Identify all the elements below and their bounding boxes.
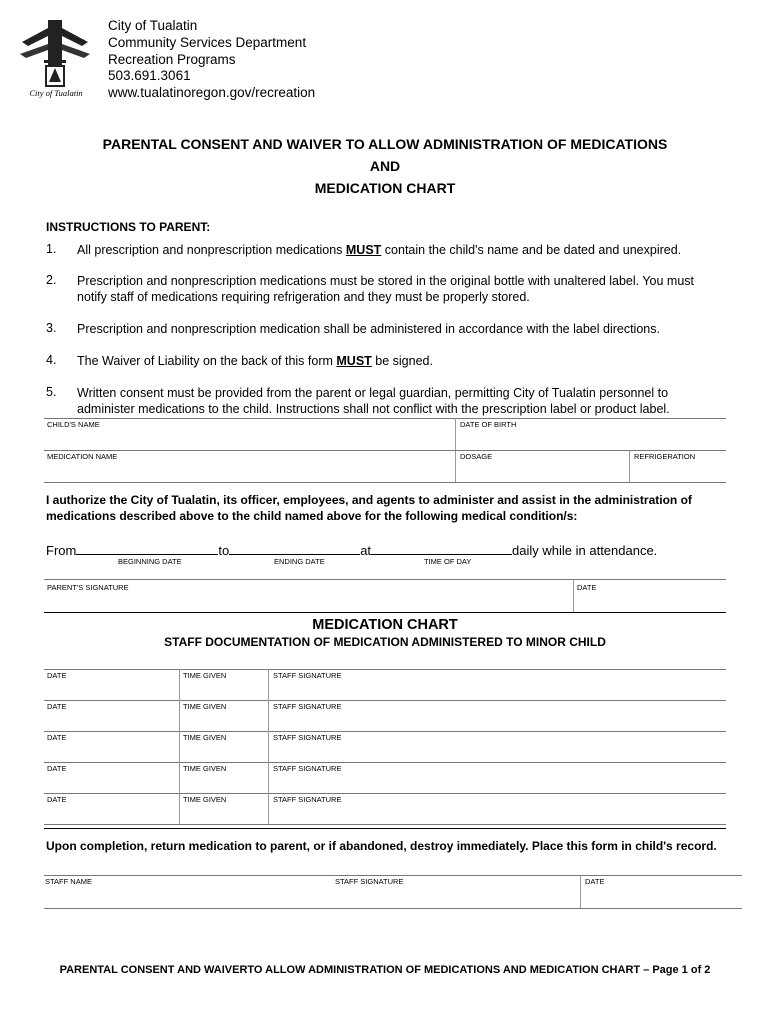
chart-date-label: DATE bbox=[47, 795, 67, 804]
divider bbox=[44, 612, 726, 613]
refrigeration-label: REFRIGERATION bbox=[634, 452, 696, 461]
staff-date-label: DATE bbox=[585, 877, 605, 886]
authorization-statement: I authorize the City of Tualatin, its officer, employees, and agents to administer and assist in the administration of medications described above to the child named above for the following medical condition/s: bbox=[46, 493, 692, 523]
time-of-day-label: TIME OF DAY bbox=[424, 557, 472, 566]
divider bbox=[179, 793, 180, 824]
instruction-4: The Waiver of Liability on the back of this form MUST be signed. bbox=[77, 354, 433, 368]
to-label: to bbox=[218, 543, 230, 558]
date-of-birth-field[interactable] bbox=[457, 430, 725, 450]
staff-name-label: STAFF NAME bbox=[45, 877, 92, 886]
divider bbox=[268, 700, 269, 731]
instruction-number: 5. bbox=[46, 385, 57, 399]
city-logo-icon bbox=[18, 20, 92, 90]
chart-time-given-label: TIME GIVEN bbox=[183, 764, 227, 773]
org-name: City of Tualatin bbox=[108, 18, 198, 33]
divider bbox=[44, 793, 726, 794]
chart-staff-signature-field[interactable] bbox=[270, 680, 725, 699]
divider bbox=[179, 669, 180, 700]
chart-date-field[interactable] bbox=[44, 711, 178, 730]
chart-subtitle: STAFF DOCUMENTATION OF MEDICATION ADMINISTERED TO MINOR CHILD bbox=[164, 635, 606, 649]
beginning-date-label: BEGINNING DATE bbox=[118, 557, 182, 566]
form-title-line1: PARENTAL CONSENT AND WAIVER TO ALLOW ADMINISTRATION OF MEDICATIONS bbox=[102, 136, 668, 152]
logo-caption: City of Tualatin bbox=[29, 88, 83, 98]
chart-staff-signature-field[interactable] bbox=[270, 742, 725, 761]
instruction-number: 2. bbox=[46, 273, 57, 287]
instruction-number: 3. bbox=[46, 321, 57, 335]
divider bbox=[580, 875, 581, 908]
chart-time-given-label: TIME GIVEN bbox=[183, 795, 227, 804]
chart-date-field[interactable] bbox=[44, 680, 178, 699]
divider bbox=[44, 418, 726, 419]
divider bbox=[629, 450, 630, 482]
instruction-5: Written consent must be provided from the parent or legal guardian, permitting City of Tualatin personnel to administer medications to the child. Instructions shall not conflict with the prescription label or product label. bbox=[77, 386, 670, 416]
form-title-line3: MEDICATION CHART bbox=[314, 180, 456, 196]
chart-staff-signature-label: STAFF SIGNATURE bbox=[273, 733, 342, 742]
completion-instruction: Upon completion, return medication to parent, or if abandoned, destroy immediately. Place this form in child's record. bbox=[46, 839, 717, 853]
chart-time-given-label: TIME GIVEN bbox=[183, 671, 227, 680]
ending-date-label: ENDING DATE bbox=[274, 557, 325, 566]
parents-signature-label: PARENT'S SIGNATURE bbox=[47, 583, 129, 592]
chart-title: MEDICATION CHART bbox=[312, 617, 458, 633]
divider bbox=[44, 482, 726, 483]
chart-staff-signature-field[interactable] bbox=[270, 804, 725, 823]
divider bbox=[44, 875, 742, 876]
chart-time-given-field[interactable] bbox=[181, 680, 267, 699]
divider bbox=[179, 731, 180, 762]
schedule-row bbox=[46, 542, 657, 558]
parent-date-field[interactable] bbox=[575, 592, 725, 612]
divider bbox=[179, 700, 180, 731]
divider bbox=[44, 828, 726, 829]
ending-date-field[interactable] bbox=[229, 542, 360, 555]
org-department: Community Services Department bbox=[108, 35, 307, 50]
divider bbox=[44, 669, 726, 670]
chart-time-given-label: TIME GIVEN bbox=[183, 733, 227, 742]
staff-date-field[interactable] bbox=[582, 887, 742, 907]
chart-date-label: DATE bbox=[47, 733, 67, 742]
chart-time-given-field[interactable] bbox=[181, 804, 267, 823]
chart-date-label: DATE bbox=[47, 671, 67, 680]
staff-signature-field[interactable] bbox=[334, 887, 578, 907]
divider bbox=[44, 908, 742, 909]
divider bbox=[268, 669, 269, 700]
from-label: From bbox=[46, 543, 77, 558]
instruction-number: 1. bbox=[46, 242, 57, 256]
chart-date-label: DATE bbox=[47, 702, 67, 711]
staff-signature-label: STAFF SIGNATURE bbox=[335, 877, 404, 886]
childs-name-field[interactable] bbox=[44, 430, 454, 450]
chart-staff-signature-field[interactable] bbox=[270, 773, 725, 792]
staff-name-field[interactable] bbox=[44, 887, 332, 907]
chart-staff-signature-label: STAFF SIGNATURE bbox=[273, 671, 342, 680]
daily-label: daily while in attendance. bbox=[512, 543, 658, 558]
form-title-line2: AND bbox=[369, 158, 401, 174]
chart-staff-signature-field[interactable] bbox=[270, 711, 725, 730]
instruction-2: Prescription and nonprescription medications must be stored in the original bottle with unaltered label. You must notify staff of medications requiring refrigeration and they must be properly stored. bbox=[77, 274, 695, 304]
chart-date-field[interactable] bbox=[44, 804, 178, 823]
divider bbox=[44, 762, 726, 763]
at-label: at bbox=[360, 543, 372, 558]
parent-date-label: DATE bbox=[577, 583, 597, 592]
divider bbox=[44, 731, 726, 732]
divider bbox=[179, 762, 180, 793]
time-of-day-field[interactable] bbox=[371, 542, 512, 555]
org-website[interactable]: www.tualatinoregon.gov/recreation bbox=[108, 85, 316, 100]
divider bbox=[44, 700, 726, 701]
chart-date-field[interactable] bbox=[44, 742, 178, 761]
chart-time-given-field[interactable] bbox=[181, 742, 267, 761]
divider bbox=[268, 731, 269, 762]
instruction-3: Prescription and nonprescription medication shall be administered in accordance with the label directions. bbox=[77, 322, 660, 336]
parents-signature-field[interactable] bbox=[44, 592, 572, 612]
chart-date-label: DATE bbox=[47, 764, 67, 773]
divider bbox=[44, 824, 726, 825]
date-of-birth-label: DATE OF BIRTH bbox=[460, 420, 517, 429]
divider bbox=[268, 762, 269, 793]
dosage-label: DOSAGE bbox=[460, 452, 493, 461]
divider bbox=[268, 793, 269, 824]
org-phone: 503.691.3061 bbox=[108, 68, 191, 83]
divider bbox=[44, 450, 726, 451]
chart-date-field[interactable] bbox=[44, 773, 178, 792]
childs-name-label: CHILD'S NAME bbox=[47, 420, 100, 429]
beginning-date-field[interactable] bbox=[76, 542, 218, 555]
chart-staff-signature-label: STAFF SIGNATURE bbox=[273, 795, 342, 804]
divider bbox=[573, 579, 574, 612]
instruction-1: All prescription and nonprescription medications MUST contain the child's name and be dated and unexpired. bbox=[77, 243, 682, 257]
chart-staff-signature-label: STAFF SIGNATURE bbox=[273, 764, 342, 773]
instruction-number: 4. bbox=[46, 353, 57, 367]
divider bbox=[44, 579, 726, 580]
refrigeration-field[interactable] bbox=[631, 462, 726, 482]
chart-time-given-label: TIME GIVEN bbox=[183, 702, 227, 711]
page-footer: PARENTAL CONSENT AND WAIVERTO ALLOW ADMINISTRATION OF MEDICATIONS AND MEDICATION CHART – Page 1 of 2 bbox=[59, 964, 711, 976]
chart-time-given-field[interactable] bbox=[181, 773, 267, 792]
instructions-heading: INSTRUCTIONS TO PARENT: bbox=[46, 220, 211, 234]
dosage-field[interactable] bbox=[457, 462, 627, 482]
org-program: Recreation Programs bbox=[108, 52, 236, 67]
chart-time-given-field[interactable] bbox=[181, 711, 267, 730]
medication-name-field[interactable] bbox=[44, 462, 454, 482]
chart-staff-signature-label: STAFF SIGNATURE bbox=[273, 702, 342, 711]
medication-name-label: MEDICATION NAME bbox=[47, 452, 118, 461]
